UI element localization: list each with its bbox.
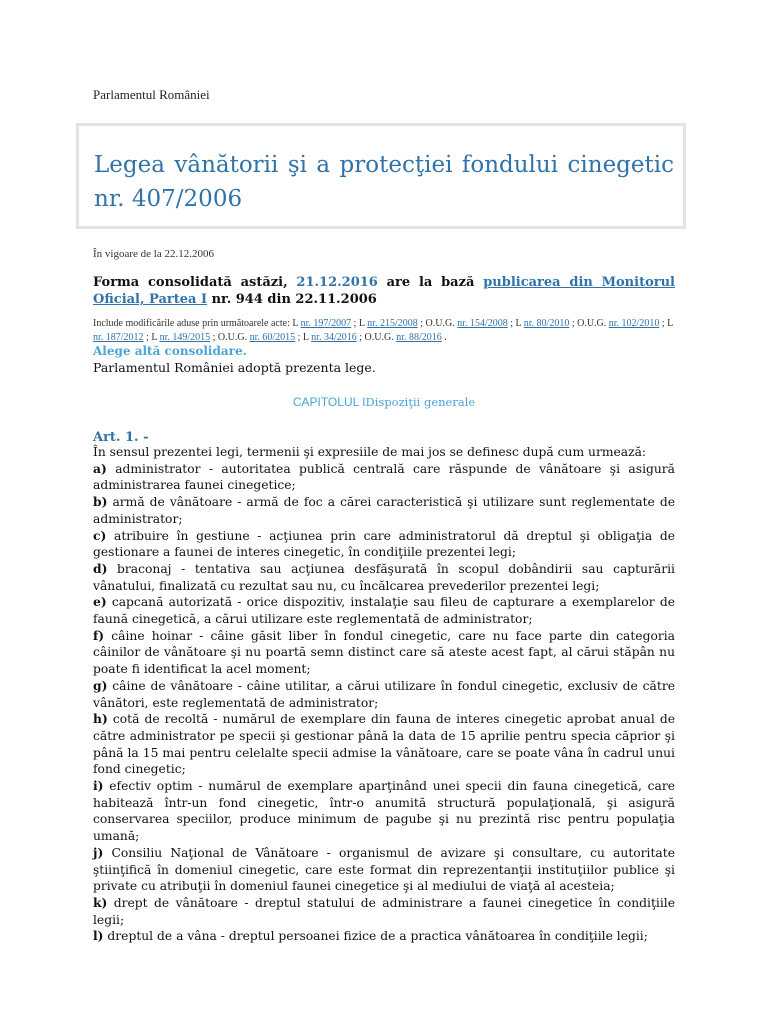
definition-item — [93, 778, 675, 845]
in-force-date: În vigoare de la 22.12.2006 — [93, 248, 214, 260]
choose-consolidation-link[interactable]: Alege altă consolidare. — [93, 344, 247, 358]
consolidation-info — [93, 274, 675, 308]
definition-text: drept de vânătoare - dreptul statului de administrare a faunei cinegetice în condiţiile legii; — [93, 895, 675, 927]
definition-item — [93, 561, 675, 594]
definition-item — [93, 494, 675, 527]
definition-item — [93, 594, 675, 627]
definition-letter: h) — [93, 711, 108, 727]
amendment-separator: ; L — [659, 318, 673, 329]
consolidation-date: 21.12.2016 — [296, 275, 378, 290]
amendment-separator: ; O.U.G. — [417, 318, 455, 329]
definition-text: dreptul de a vâna - dreptul persoanei fizice de a practica vânătoarea în condiţiile legii; — [107, 929, 648, 944]
article-label: Art. 1. - — [93, 430, 149, 445]
definition-letter: g) — [93, 677, 108, 693]
definition-text: efectiv optim - numărul de exemplare aparţinând unei specii din fauna cinegetică, care habitează într-un fond cinegetic, într-o anumită structură populaţională, şi asigură conservarea speciilor, produce minimum de pagube şi nu prezintă risc pentru populaţia umană; — [93, 779, 675, 844]
title-box — [76, 123, 686, 229]
definition-item — [93, 711, 675, 778]
amendment-separator: ; L — [143, 332, 158, 343]
definition-text: Consiliu Naţional de Vânătoare - organismul de avizare şi consultare, cu autoritate ştiinţifică în domeniul cinegetic, care este format din reprezentanţii instituţiilor publice şi private cu atribuţii în domeniul faunei cinegetice şi al mediului de viaţă al acesteia; — [93, 845, 675, 894]
definition-item — [93, 928, 675, 945]
amendment-separator: ; L — [507, 318, 522, 329]
article-intro: În sensul prezentei legi, termenii şi expresiile de mai jos se definesc după cum urmează: — [93, 445, 647, 459]
amendment-link[interactable]: nr. 154/2008 — [457, 318, 508, 329]
definition-letter: j) — [93, 844, 104, 860]
adoption-statement: Parlamentul României adoptă prezenta lege. — [93, 360, 376, 375]
amendment-link[interactable]: nr. 215/2008 — [367, 318, 418, 329]
amendment-link[interactable]: nr. 102/2010 — [608, 318, 660, 329]
definition-item — [93, 845, 675, 895]
amendment-separator: . — [441, 332, 447, 343]
amendment-link[interactable]: nr. 187/2012 — [93, 332, 144, 343]
issuer: Parlamentul României — [93, 87, 210, 102]
definition-item — [93, 528, 675, 561]
chapter-label: CAPITOLUL I — [292, 395, 366, 409]
definition-letter: i) — [93, 778, 104, 794]
monitorul-oficial-link[interactable]: publicarea din Monitorul Oficial, Partea I — [93, 275, 675, 307]
amendment-link[interactable]: nr. 197/2007 — [300, 318, 352, 329]
amendment-link[interactable]: nr. 88/2016 — [396, 332, 442, 343]
definition-letter: d) — [93, 560, 108, 576]
definition-text: atribuire în gestiune - acţiunea prin care administratorul dă dreptul şi obligaţia de gestionare a faunei de interes cinegetic, în condiţiile prezentei legi; — [93, 528, 675, 560]
definition-text: câine de vânătoare - câine utilitar, a cărui utilizare în fondul cinegetic, exclusiv de către vânători, este reglementată de administrator; — [93, 678, 675, 710]
definition-letter: e) — [93, 594, 107, 610]
definition-text: braconaj - tentativa sau acţiunea desfăşurată în scopul dobândirii sau capturării vânatului, finalizată cu rezultat sau nu, cu încălcarea prevederilor prezentei legi; — [93, 561, 675, 593]
amendment-separator: ; O.U.G. — [210, 332, 248, 343]
definition-letter: c) — [93, 527, 107, 543]
definition-letter: b) — [93, 494, 108, 510]
definition-item — [93, 461, 675, 494]
amendment-separator: ; O.U.G. — [356, 332, 394, 343]
amendment-link[interactable]: nr. 60/2015 — [249, 332, 296, 343]
article-body — [93, 444, 675, 945]
amendment-link[interactable]: nr. 80/2010 — [523, 318, 570, 329]
consolidation-mid: are la bază — [386, 275, 475, 290]
definition-letter: a) — [93, 460, 107, 476]
amendment-separator: ; O.U.G. — [569, 318, 607, 329]
amendment-link[interactable]: nr. 34/2016 — [311, 332, 357, 343]
definition-text: câine hoinar - câine găsit liber în fondul cinegetic, care nu face parte din categoria câinilor de vânătoare şi nu poartă semn distinct care să ateste acest fapt, al cărui stăpân nu poate fi identificat la acel moment; — [93, 628, 675, 677]
definition-item — [93, 678, 675, 711]
consolidation-suffix: nr. 944 din 22.11.2006 — [211, 292, 377, 307]
definition-letter: f) — [93, 627, 105, 643]
definition-item — [93, 895, 675, 928]
definition-text: armă de vânătoare - armă de foc a cărei caracteristică şi utilizare sunt reglementate de administrator; — [93, 495, 675, 526]
chapter-title: Dispoziţii generale — [365, 395, 476, 409]
amendment-link[interactable]: nr. 149/2015 — [159, 332, 211, 343]
amendments-list — [93, 317, 675, 345]
document-title: Legea vânătorii şi a protecţiei fondului cinegetic nr. 407/2006 — [94, 152, 674, 212]
consolidation-prefix: Forma consolidată astăzi, — [93, 275, 288, 290]
amendment-separator: ; L — [351, 318, 365, 329]
definition-text: cotă de recoltă - numărul de exemplare din fauna de interes cinegetic aprobat anual de către administrator pe specii şi gestionar până la data de 15 aprilie pentru specia căprior şi până la 15 mai pentru celelalte specii admise la vânătoare, care se poate vâna în cadrul unui fond cinegetic; — [93, 712, 676, 777]
amendments-prefix: Include modificările aduse prin următoarele acte: L — [93, 318, 299, 329]
definition-text: administrator - autoritatea publică centrală care răspunde de vânătoare şi asigură administrarea faunei cinegetice; — [93, 461, 675, 493]
chapter-heading — [0, 395, 768, 409]
definition-text: capcană autorizată - orice dispozitiv, instalaţie sau fileu de capturare a exemplarelor de faună cinegetică, a cărui utilizare este reglementată de administrator; — [93, 595, 675, 627]
amendment-separator: ; L — [295, 332, 309, 343]
definition-item — [93, 628, 675, 678]
definition-letter: k) — [93, 894, 108, 910]
definition-letter: l) — [93, 928, 104, 944]
